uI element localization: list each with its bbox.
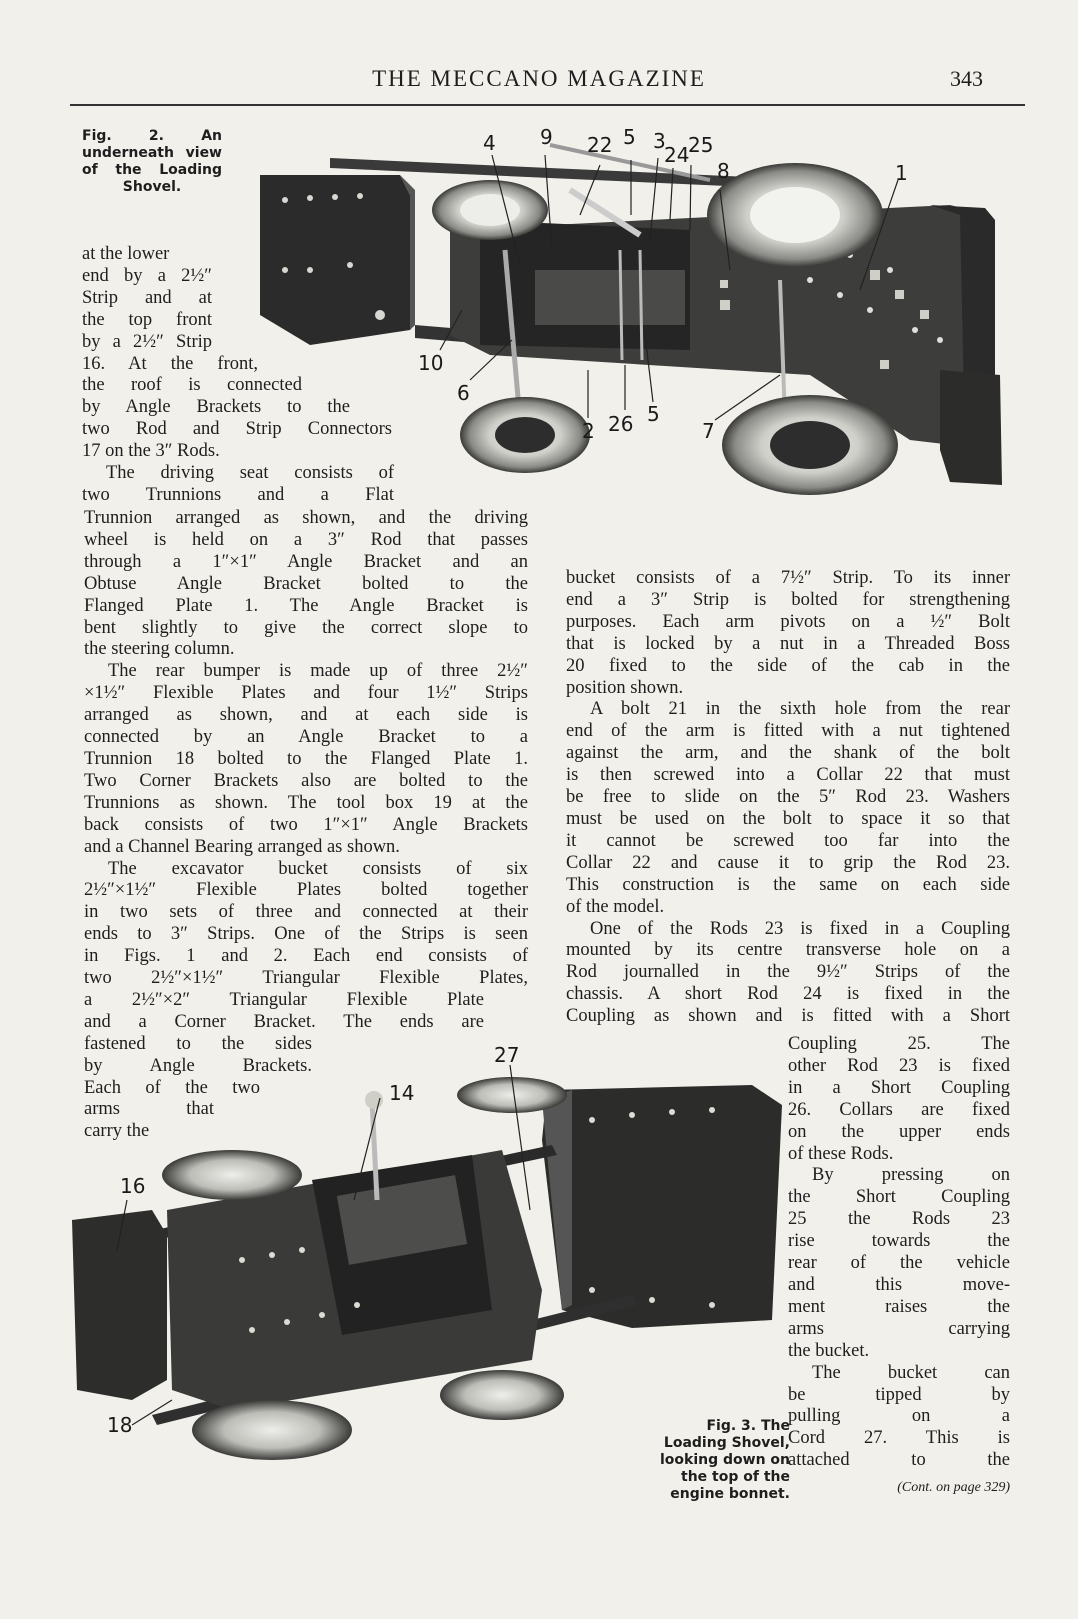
text-line: 17 on the 3″ Rods. [82,441,220,462]
text-line: A bolt 21 in the sixth hole from the rear [590,699,1010,720]
fig3-callout-14: 14 [389,1081,415,1105]
text-line: a 2½″×2″ Triangular Flexible Plate [84,989,484,1010]
fig2-callout-3: 3 [653,129,666,153]
text-line: and a Channel Bearing arranged as shown. [84,836,400,857]
continued-note: (Cont. on page 329) [897,1480,1010,1495]
fig2-callout-8: 8 [717,159,730,183]
right-column-narrow [788,1034,1010,1472]
text-line: in Figs. 1 and 2. Each end consists of [84,946,528,967]
text-line: 26. Collars are fixed [788,1099,1010,1120]
text-line: of the model. [566,896,665,917]
text-line: end by a 2½″ [82,265,212,286]
left-column-main [84,508,528,1143]
text-line: in a Short Coupling [788,1077,1010,1098]
fig2-callout-4: 4 [483,131,496,155]
fig2-callout-5-top: 5 [623,125,636,149]
text-line: by a 2½″ Strip [82,331,212,352]
page-number: 343 [950,66,983,91]
text-line: bent slightly to give the correct slope to [84,617,528,638]
text-line: in two sets of three and connected at their [84,902,528,923]
text-line: Trunnion arranged as shown, and the driving [84,508,528,528]
text-line: Trunnion 18 bolted to the Flanged Plate 1. [84,748,528,769]
text-line: against the arm, and the shank of the bolt [566,743,1010,764]
text-line: at the lower [82,244,170,264]
text-line: rear of the vehicle [788,1253,1010,1274]
text-line: the roof is connected [82,375,302,396]
fig2-callout-1: 1 [895,161,908,185]
text-line: must be used on the bolt to space it so that [566,808,1010,829]
text-line: be free to slide on the 5″ Rod 23. Washers [566,787,1010,808]
fig2-callout-9: 9 [540,125,553,149]
header-rule [70,104,1025,106]
text-line: on the upper ends [788,1121,1010,1142]
text-line: The bucket can [812,1362,1010,1383]
text-line: the Short Coupling [788,1187,1010,1208]
text-line: arms that [84,1099,214,1120]
text-line: that is locked by a nut in a Threaded Boss [566,633,1010,654]
text-line: carry the [84,1121,150,1142]
right-column-main [566,568,1010,1028]
fig2-callout-7: 7 [702,419,715,443]
text-line: the top front [82,309,212,330]
text-line: Cord 27. This is [788,1428,1010,1449]
text-line: ×1½″ Flexible Plates and four 1½″ Strips [84,683,528,704]
fig3-callout-16: 16 [120,1174,146,1198]
text-line: arms carrying [788,1318,1010,1339]
text-line: back consists of two 1″×1″ Angle Brackets [84,814,528,835]
text-line: Obtuse Angle Bracket bolted to the [84,573,528,594]
text-line: The driving seat consists of [106,463,394,484]
text-line: The excavator bucket consists of six [108,858,528,879]
text-line: be tipped by [788,1384,1010,1405]
text-line: ends to 3″ Strips. One of the Strips is seen [84,924,528,945]
fig2-callout-2: 2 [582,419,595,443]
text-line: One of the Rods 23 is fixed in a Coupling [590,918,1010,939]
fig2-callout-25: 25 [688,133,714,157]
text-line: pulling on a [788,1406,1010,1427]
text-line: The rear bumper is made up of three 2½″ [108,661,528,682]
text-line: Trunnions as shown. The tool box 19 at the [84,792,528,813]
text-line: Coupling as shown and is fitted with a Short [566,1006,1010,1027]
fig2-callout-6: 6 [457,381,470,405]
text-line: fastened to the sides [84,1033,312,1054]
fig3-callout-27: 27 [494,1043,520,1067]
fig2-callout-22: 22 [587,133,613,157]
text-line: two 2½″×1½″ Triangular Flexible Plates, [84,968,528,989]
text-line: attached to the [788,1450,1010,1471]
text-line: two Trunnions and a Flat [82,484,394,505]
text-line: Coupling 25. The [788,1034,1010,1054]
text-line: other Rod 23 is fixed [788,1055,1010,1076]
text-line: 20 fixed to the side of the cab in the [566,655,1010,676]
text-line: end of the arm is fitted with a nut tightened [566,721,1010,742]
text-line: by Angle Brackets to the [82,397,350,418]
text-line: mounted by its centre transverse hole on a [566,940,1010,961]
fig3-callout-18: 18 [107,1413,133,1437]
text-line: By pressing on [812,1165,1010,1186]
text-line: the steering column. [84,639,235,660]
text-line: arranged as shown, and at each side is [84,705,528,726]
text-line: Collar 22 and cause it to grip the Rod 23. [566,852,1010,873]
left-column-top [82,244,394,507]
text-line: and this move- [788,1274,1010,1295]
text-line: through a 1″×1″ Angle Bracket and an [84,551,528,572]
text-line: Two Corner Brackets also are bolted to the [84,770,528,791]
text-line: bucket consists of a 7½″ Strip. To its inner [566,568,1010,588]
text-line: of these Rods. [788,1143,894,1164]
text-line: ment raises the [788,1296,1010,1317]
magazine-title: THE MECCANO MAGAZINE [372,66,706,91]
text-line: end a 3″ Strip is bolted for strengthening [566,589,1010,610]
text-line: purposes. Each arm pivots on a ½″ Bolt [566,611,1010,632]
text-line: chassis. A short Rod 24 is fixed in the [566,984,1010,1005]
text-line: 25 the Rods 23 [788,1209,1010,1230]
text-line: Each of the two [84,1077,260,1098]
text-line: Flanged Plate 1. The Angle Bracket is [84,595,528,616]
text-line: two Rod and Strip Connectors [82,419,392,440]
fig2-callout-5-bottom: 5 [647,402,660,426]
text-line: position shown. [566,677,684,698]
text-line: wheel is held on a 3″ Rod that passes [84,529,528,550]
text-line: by Angle Brackets. [84,1055,312,1076]
text-line: the bucket. [788,1340,870,1361]
fig2-callout-26: 26 [608,412,634,436]
text-line: Rod journalled in the 9½″ Strips of the [566,962,1010,983]
fig2-callout-24: 24 [664,143,690,167]
text-line: connected by an Angle Bracket to a [84,727,528,748]
text-line: is then screwed into a Collar 22 that must [566,765,1010,786]
fig3-caption: Fig. 3. The Loading Shovel, looking down on the top of the engine bonnet. [659,1418,790,1502]
text-line: rise towards the [788,1231,1010,1252]
fig2-caption: Fig. 2. An underneath view of the Loading Shovel. [82,128,222,195]
fig2-callout-10: 10 [418,351,444,375]
text-line: 2½″×1½″ Flexible Plates bolted together [84,880,528,901]
text-line: 16. At the front, [82,353,258,374]
text-line: Strip and at [82,287,212,308]
text-line: and a Corner Bracket. The ends are [84,1011,484,1032]
text-line: it cannot be screwed too far into the [566,830,1010,851]
text-line: This construction is the same on each side [566,874,1010,895]
